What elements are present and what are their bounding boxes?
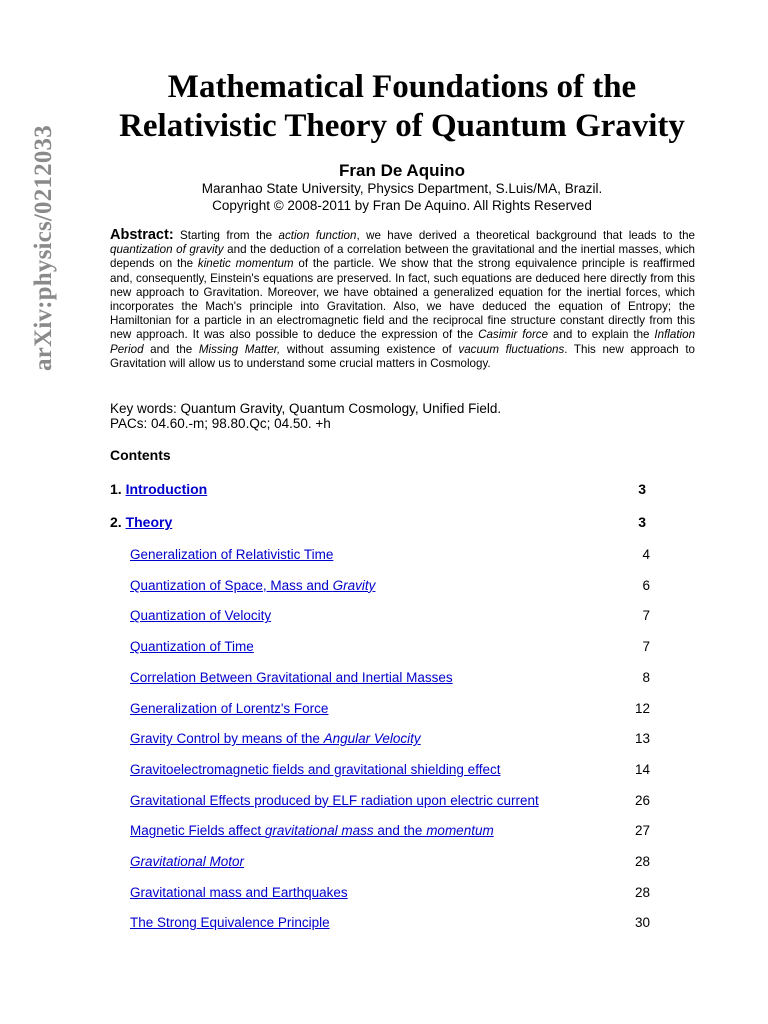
text-segment: and the	[373, 823, 427, 839]
text-segment: , we have derived a theoretical background that leads to the	[356, 229, 696, 242]
abstract-body	[110, 229, 695, 370]
toc-page-number: 26	[634, 792, 650, 808]
author-name: Fran De Aquino	[339, 161, 465, 180]
abstract-label: Abstract:	[110, 227, 174, 243]
toc-entry-number: 1.	[110, 481, 126, 497]
arxiv-identifier: arXiv:physics/0212033	[30, 125, 57, 371]
toc-sub-link[interactable]	[130, 793, 539, 808]
keywords-block	[110, 401, 695, 431]
text-segment: vacuum fluctuations	[458, 342, 565, 356]
toc-sub-link[interactable]	[130, 578, 375, 593]
toc-page-number: 4	[642, 547, 650, 562]
toc-main-entry	[110, 481, 650, 497]
text-segment: of the particle. We show that the strong equivalence principle is reaffirmed and, consequently, Einstein's equations are preserved. In fact, such equations are deduced here directly from this new approach to Gravitation. Moreover, we have obtained a generalized equation for the inertial forces, which incorporates the Mach's principle into Gravitation. Also, we have deduced the equation of Entropy; the Hamiltonian for a particle in an electromagnetic field and the reciprocal fine structure constant directly from this new approach. It was also possible to deduce the expression of the	[110, 257, 695, 342]
toc-page-number: 14	[634, 761, 650, 777]
toc-page-number: 7	[642, 639, 650, 655]
keywords: Key words: Quantum Gravity, Quantum Cosmology, Unified Field.	[110, 401, 502, 416]
title-line-1: Mathematical Foundations of the	[167, 69, 637, 105]
toc-sub-entry	[130, 731, 650, 746]
toc-page-number: 28	[634, 854, 650, 869]
text-segment: Gravitational Effects produced by ELF radiation upon electric current	[130, 792, 539, 808]
toc-sub-link[interactable]	[130, 701, 328, 716]
text-segment: Generalization of Relativistic Time	[130, 547, 334, 562]
toc-page-number: 7	[642, 608, 650, 624]
affiliation: Maranhao State University, Physics Department, S.Luis/MA, Brazil.	[201, 181, 603, 196]
toc-sub-entry	[130, 762, 650, 777]
toc-link-theory[interactable]: Theory	[125, 514, 173, 530]
text-segment: Starting from the	[173, 229, 279, 242]
toc-sub-entry	[130, 915, 650, 930]
toc-sub-entry	[130, 639, 650, 654]
arxiv-sidebar	[8, 0, 72, 1024]
toc-sub-link[interactable]	[130, 915, 330, 930]
text-segment: . This new approach to Gravitation will allow us to understand some crucial matters in Cosmology.	[110, 342, 695, 370]
text-segment: Casimir force	[478, 328, 549, 342]
text-segment: Magnetic Fields affect	[130, 823, 265, 839]
toc-page-number: 30	[634, 915, 650, 931]
toc-page-number: 3	[638, 481, 646, 497]
toc-sub-link[interactable]	[130, 854, 244, 869]
text-segment: kinetic momentum	[197, 257, 294, 271]
pacs: PACs: 04.60.-m; 98.80.Qc; 04.50. +h	[110, 416, 331, 431]
text-segment: and the	[143, 342, 199, 356]
text-segment: Gravitational Motor	[130, 854, 245, 869]
toc-sub-link[interactable]	[130, 885, 348, 900]
text-segment: Quantization of Time	[130, 639, 254, 655]
toc-page-number: 12	[634, 700, 650, 716]
text-segment: Generalization of Lorentz's Force	[130, 700, 329, 716]
toc-sub-link[interactable]	[130, 608, 271, 623]
text-segment: The Strong Equivalence Principle	[130, 915, 330, 931]
toc-sub-entry	[130, 670, 650, 685]
text-segment: Missing Matter,	[198, 342, 281, 356]
text-segment: Quantization of Velocity	[130, 608, 272, 624]
copyright-line: Copyright © 2008-2011 by Fran De Aquino. All Rights Reserved	[212, 198, 592, 213]
toc-sub-link[interactable]	[130, 762, 500, 777]
toc-page-number: 13	[634, 731, 650, 747]
text-segment: Quantization of Space, Mass and	[130, 577, 333, 593]
author-affiliation-block	[0, 180, 768, 214]
text-segment: quantization of gravity	[110, 243, 224, 257]
toc-sub-entry	[130, 823, 650, 838]
paper-title	[0, 68, 768, 146]
text-segment: Inflation Period	[110, 328, 696, 356]
text-segment: Gravitoelectromagnetic fields and gravitational shielding effect	[130, 761, 501, 777]
text-segment: gravitational mass	[264, 823, 374, 839]
toc-page-number: 28	[634, 884, 650, 900]
toc-page-number: 3	[638, 514, 646, 530]
title-line-2: Relativistic Theory of Quantum Gravity	[119, 108, 685, 144]
toc-sub-entry	[130, 793, 650, 808]
toc-sub-entry	[130, 701, 650, 716]
toc-sub-entry	[130, 854, 650, 869]
toc-main-entry	[110, 514, 650, 530]
text-segment: Gravity	[332, 577, 376, 593]
text-segment: and the deduction of a correlation between the gravitational and the inertial masses, which depends on the	[110, 243, 695, 271]
toc-page-number: 8	[642, 669, 650, 685]
text-segment: and to explain the	[548, 328, 655, 342]
toc-sub-entry	[130, 578, 650, 593]
toc-sub-link[interactable]	[130, 547, 333, 562]
abstract	[110, 228, 695, 371]
toc-sub-entry	[130, 885, 650, 900]
text-segment: momentum	[426, 823, 494, 839]
toc-sub-link[interactable]	[130, 639, 254, 654]
toc-page-number: 27	[634, 823, 650, 839]
toc-sub-link[interactable]	[130, 670, 453, 685]
text-segment: action function	[278, 229, 357, 242]
text-segment: Angular Velocity	[323, 731, 421, 747]
toc-page-number: 6	[642, 577, 650, 593]
text-segment: Gravitational mass and Earthquakes	[130, 884, 348, 900]
toc-link-introduction[interactable]: Introduction	[125, 481, 208, 497]
text-segment: without assuming existence of	[280, 342, 459, 356]
toc-sub-link[interactable]	[130, 823, 494, 838]
toc-sub-link[interactable]	[130, 731, 421, 746]
toc-sub-entry	[130, 608, 650, 623]
toc-sub-entry	[130, 547, 650, 562]
contents-heading: Contents	[110, 447, 171, 463]
text-segment: Correlation Between Gravitational and Inertial Masses	[130, 669, 453, 685]
text-segment: Gravity Control by means of the	[130, 731, 324, 747]
toc-entry-number: 2.	[110, 514, 126, 530]
